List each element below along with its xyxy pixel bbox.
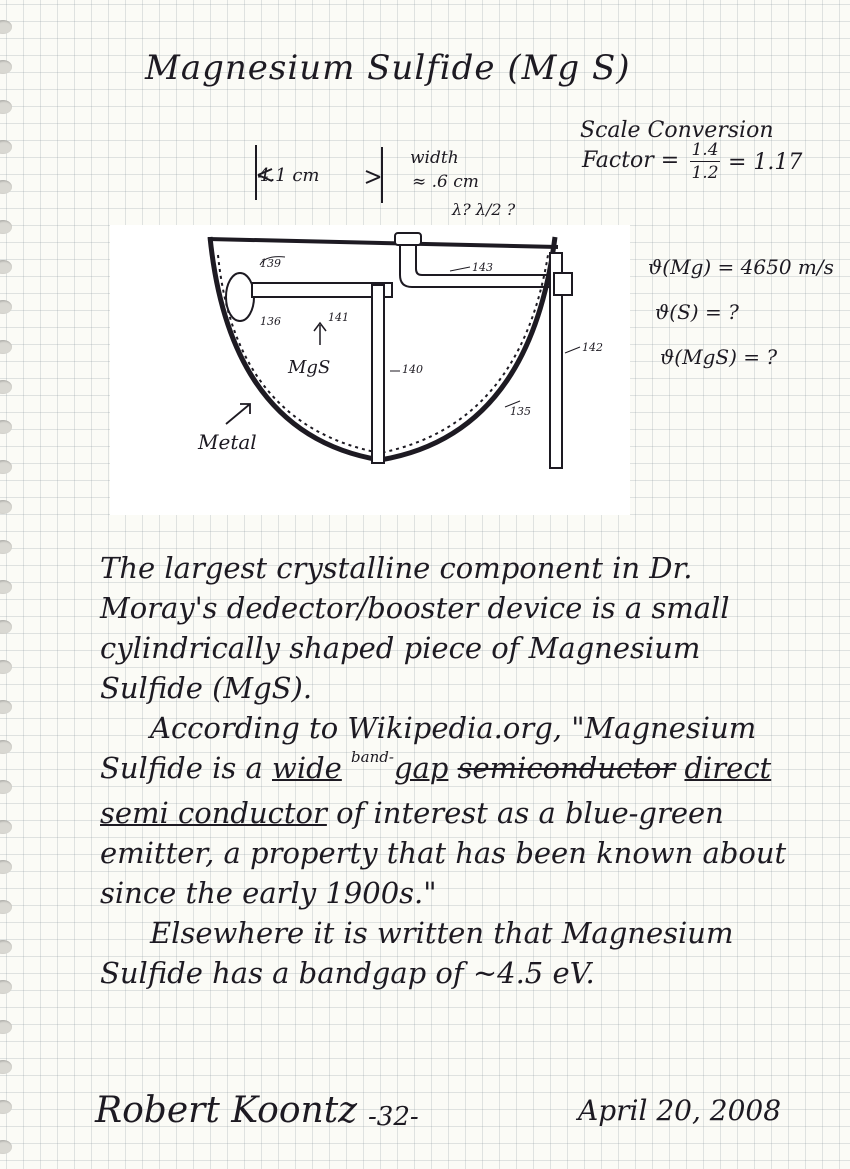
wavelength-note: λ? λ/2 ? <box>452 200 516 219</box>
quote-rest: of interest as a blue-green emitter, a property that has been known about since the early 1900s." <box>100 796 787 910</box>
word-gap: gap <box>393 751 449 785</box>
paragraph-3: Elsewhere it is written that Magnesium Sulfide has a bandgap of ~4.5 eV. <box>100 916 734 990</box>
label-140: 140 <box>402 363 423 376</box>
factor-label: Factor = <box>582 148 680 173</box>
body-text <box>100 548 800 993</box>
signature: Robert Koontz <box>95 1090 358 1131</box>
dimension-label: 4.1 cm <box>258 165 320 186</box>
velocity-mg: ϑ(Mg) = 4650 m/s <box>648 255 834 279</box>
device-figure <box>110 225 630 515</box>
label-142: 142 <box>582 341 603 354</box>
word-direct: direct <box>684 751 772 785</box>
fraction-denominator: 1.2 <box>691 163 719 183</box>
scale-result: = 1.17 <box>728 150 803 175</box>
paragraph-2 <box>100 708 800 913</box>
label-mgs: MgS <box>288 357 331 378</box>
label-139: 139 <box>260 257 281 270</box>
velocity-s: ϑ(S) = ? <box>655 300 739 324</box>
page-number: -32- <box>368 1102 419 1132</box>
scale-fraction <box>690 140 720 183</box>
spiral-binding <box>0 0 26 1169</box>
date: April 20, 2008 <box>578 1094 782 1127</box>
label-136: 136 <box>260 315 281 328</box>
paragraph-1: The largest crystalline component in Dr. Moray's dedector/booster device is a small cylindrically shaped piece of Magnesium Sulfide (MgS). <box>100 551 730 705</box>
device-drawing <box>110 225 630 515</box>
label-141: 141 <box>328 311 349 324</box>
struck-semiconductor: semiconductor <box>457 751 676 785</box>
metal-arrow <box>222 398 262 428</box>
label-metal: Metal <box>198 430 257 454</box>
width-label: width <box>410 148 459 168</box>
page-title: Magnesium Sulfide (Mg S) <box>145 48 631 88</box>
width-value: ≈ .6 cm <box>412 172 479 192</box>
label-143: 143 <box>472 261 493 274</box>
insert-band: band- <box>351 748 394 766</box>
label-135: 135 <box>510 405 531 418</box>
word-wide: wide <box>272 751 342 785</box>
quote-intro: According to Wikipedia.org, "Magnesium Sulfide is a <box>100 711 757 785</box>
velocity-mgs: ϑ(MgS) = ? <box>660 345 778 369</box>
word-semiconductor: semi conductor <box>100 796 327 830</box>
scale-conversion-label: Scale Conversion <box>580 118 774 143</box>
fraction-numerator: 1.4 <box>691 140 719 160</box>
